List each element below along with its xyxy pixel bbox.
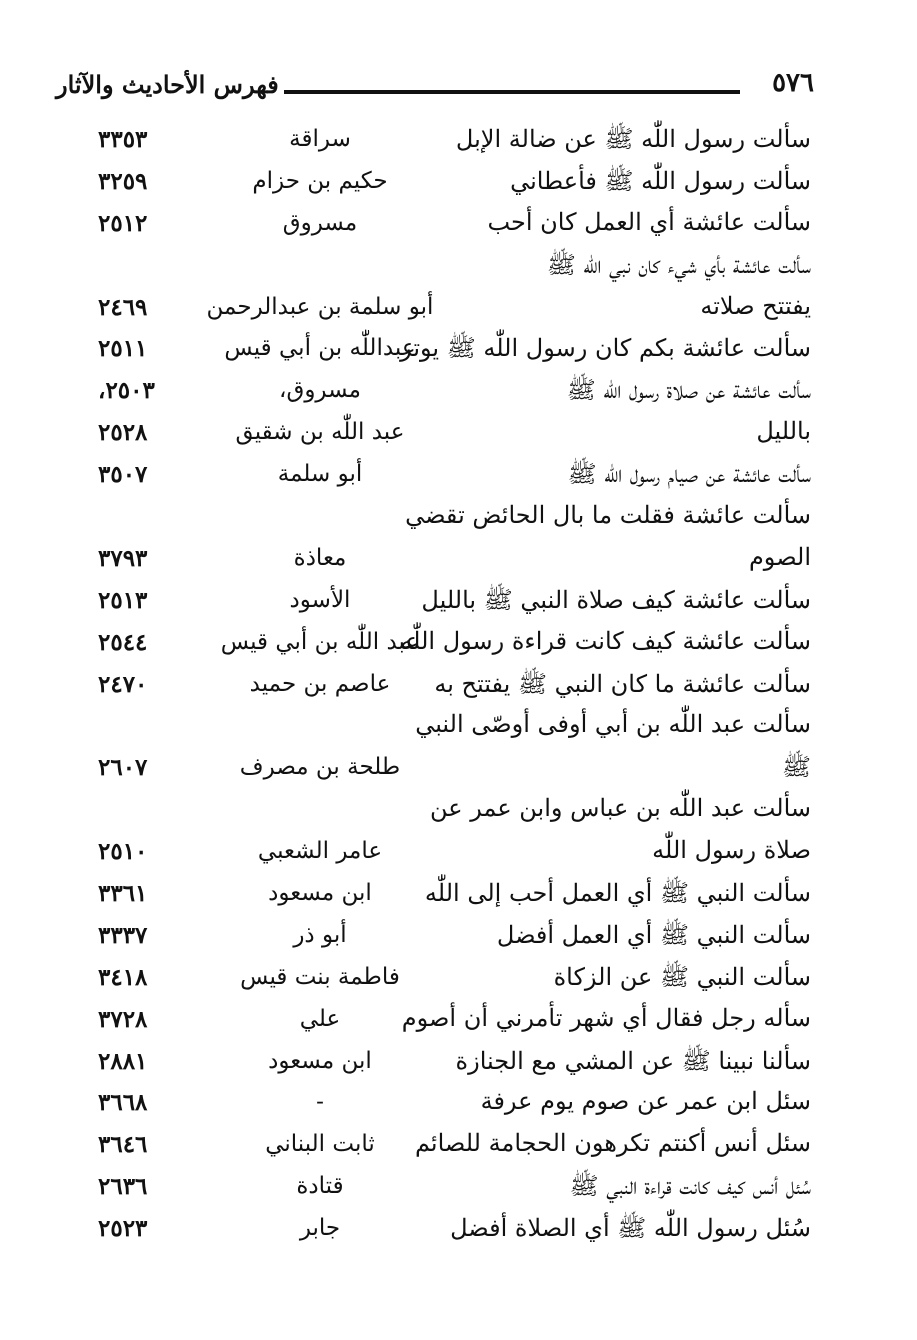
index-row <box>0 1083 917 1125</box>
hadith-text: سأله رجل فقال أي شهر تأمرني أن أصوم <box>401 1003 811 1032</box>
hadith-number: ٣٤١٨ <box>98 963 148 991</box>
index-row <box>0 581 917 623</box>
index-row <box>0 748 917 790</box>
hadith-number: ٣٣٣٧ <box>98 921 148 949</box>
hadith-text: بالليل <box>756 417 811 446</box>
index-row <box>0 790 917 832</box>
hadith-text: سألت عائشة كيف صلاة النبي ﷺ بالليل <box>421 585 811 614</box>
hadith-text: سُئل رسول اللّٰه ﷺ أي الصلاة أفضل <box>450 1214 811 1243</box>
index-row <box>0 874 917 916</box>
hadith-number: ٣٣٥٣ <box>98 126 148 153</box>
hadith-text: سألت عائشة فقلت ما بال الحائض تقضي <box>405 501 811 530</box>
index-row <box>0 329 917 371</box>
hadith-number: ٢٥٢٣ <box>98 1215 148 1243</box>
hadith-number: ٢٥١٠ <box>98 838 148 866</box>
index-row <box>0 246 917 288</box>
hadith-number: ٢٤٧٠ <box>98 670 148 698</box>
narrator-name: أبو ذر <box>293 921 347 948</box>
hadith-text: سألت عائشة ما كان النبي ﷺ يفتتح به <box>434 669 811 698</box>
index-row <box>0 1125 917 1167</box>
narrator-name: فاطمة بنت قيس <box>240 963 400 990</box>
hadith-text: سألت عبد اللّٰه بن عباس وابن عمر عن <box>429 794 811 823</box>
hadith-number: ٣٥٠٧ <box>98 461 148 489</box>
narrator-name: - <box>316 1089 324 1116</box>
hadith-number: ٢٦٣٦ <box>98 1173 148 1201</box>
hadith-text: سألت عائشة بأي شيء كان نبي اللّٰه ﷺ <box>546 250 811 279</box>
hadith-text: سئل ابن عمر عن صوم يوم عرفة <box>480 1087 811 1116</box>
hadith-number: ٣٢٥٩ <box>98 167 148 195</box>
narrator-name: مسروق <box>282 209 358 236</box>
hadith-number: ٢٥٢٨ <box>98 419 148 447</box>
hadith-number: ٢٥٤٤ <box>98 628 148 656</box>
page-title: فهرس الأحاديث والآثار <box>56 70 279 99</box>
index-row <box>0 455 917 497</box>
hadith-text: سألنا نبينا ﷺ عن المشي مع الجنازة <box>455 1046 811 1075</box>
hadith-text: ﷺ <box>782 753 811 782</box>
narrator-name: ابن مسعود <box>268 880 372 907</box>
hadith-number: ٢٥١١ <box>98 335 148 363</box>
hadith-text: سألت عائشة أي العمل كان أحب <box>487 207 811 236</box>
index-row <box>0 1167 917 1209</box>
narrator-name: سراقة <box>289 126 351 152</box>
hadith-number: ٢٦٠٧ <box>98 754 148 782</box>
hadith-number: ٢٤٦٩ <box>98 293 148 321</box>
hadith-number: ٢٨٨١ <box>98 1047 148 1075</box>
index-row <box>0 916 917 958</box>
hadith-text: سألت النبي ﷺ أي العمل أفضل <box>496 920 811 949</box>
narrator-name: ابن مسعود <box>268 1047 372 1074</box>
hadith-number: ٢٥٠٣، <box>98 377 155 405</box>
hadith-number: ٢٥١٢ <box>98 209 148 237</box>
index-row <box>0 497 917 539</box>
index-row <box>0 413 917 455</box>
narrator-name: حكيم بن حزام <box>252 167 388 194</box>
index-row <box>0 1209 917 1251</box>
hadith-text: يفتتح صلاته <box>700 291 811 320</box>
narrator-name: الأسود <box>289 586 351 613</box>
page-header <box>52 66 816 110</box>
narrator-name: معاذة <box>293 544 347 571</box>
index-row <box>0 371 917 413</box>
hadith-text: سألت النبي ﷺ أي العمل أحب إلى اللّٰه <box>424 879 811 908</box>
narrator-name: عبد اللّٰه بن أبي قيس <box>220 628 420 655</box>
page-number: ٥٧٦ <box>772 68 814 98</box>
narrator-name: عبداللّٰه بن أبي قيس <box>224 335 416 362</box>
narrator-name: قتادة <box>296 1173 344 1200</box>
index-row <box>0 120 917 162</box>
hadith-text: صلاة رسول اللّٰه <box>652 836 811 865</box>
index-row <box>0 706 917 748</box>
hadith-text: سألت النبي ﷺ عن الزكاة <box>553 962 811 991</box>
hadith-text: سألت رسول اللّٰه ﷺ عن ضالة الإبل <box>455 125 811 153</box>
header-rule <box>284 90 740 94</box>
narrator-name: أبو سلمة بن عبدالرحمن <box>206 293 434 320</box>
narrator-name: جابر <box>299 1215 341 1242</box>
hadith-text: سألت عبد اللّٰه بن أبي أوفى أوصّى النبي <box>415 710 811 739</box>
hadith-index-list <box>0 120 917 1251</box>
index-row <box>0 958 917 1000</box>
narrator-name: علي <box>299 1005 341 1032</box>
hadith-text: سألت رسول اللّٰه ﷺ فأعطاني <box>510 166 811 195</box>
hadith-number: ٣٧٢٨ <box>98 1005 148 1033</box>
hadith-text: سُئل أنس كيف كانت قراءة النبي ﷺ <box>569 1172 811 1201</box>
hadith-number: ٢٥١٣ <box>98 586 148 614</box>
hadith-text: سألت عائشة عن صلاة رسول اللّٰه ﷺ <box>566 376 811 405</box>
index-row <box>0 162 917 204</box>
hadith-text: سئل أنس أكنتم تكرهون الحجامة للصائم <box>414 1129 811 1158</box>
index-row <box>0 288 917 330</box>
index-row <box>0 1000 917 1042</box>
hadith-text: سألت عائشة كيف كانت قراءة رسول اللّٰه <box>400 626 811 655</box>
hadith-number: ٣٦٦٨ <box>98 1089 148 1117</box>
hadith-number: ٣٧٩٣ <box>98 544 148 572</box>
index-row <box>0 832 917 874</box>
narrator-name: مسروق، <box>279 377 361 404</box>
narrator-name: طلحة بن مصرف <box>239 754 401 781</box>
index-row <box>0 539 917 581</box>
narrator-name: عاصم بن حميد <box>249 670 391 697</box>
hadith-text: سألت عائشة عن صيام رسول اللّٰه ﷺ <box>567 460 811 489</box>
index-row <box>0 623 917 665</box>
hadith-number: ٣٦٤٦ <box>98 1131 148 1159</box>
narrator-name: ثابت البناني <box>265 1131 375 1158</box>
narrator-name: أبو سلمة <box>277 461 363 488</box>
index-row <box>0 665 917 707</box>
narrator-name: عبد اللّٰه بن شقيق <box>235 419 405 446</box>
index-row <box>0 1042 917 1084</box>
hadith-text: الصوم <box>748 542 811 571</box>
narrator-name: عامر الشعبي <box>257 838 383 865</box>
index-row <box>0 204 917 246</box>
hadith-text: سألت عائشة بكم كان رسول اللّٰه ﷺ يوتر <box>400 334 811 363</box>
hadith-number: ٣٣٦١ <box>98 880 148 908</box>
